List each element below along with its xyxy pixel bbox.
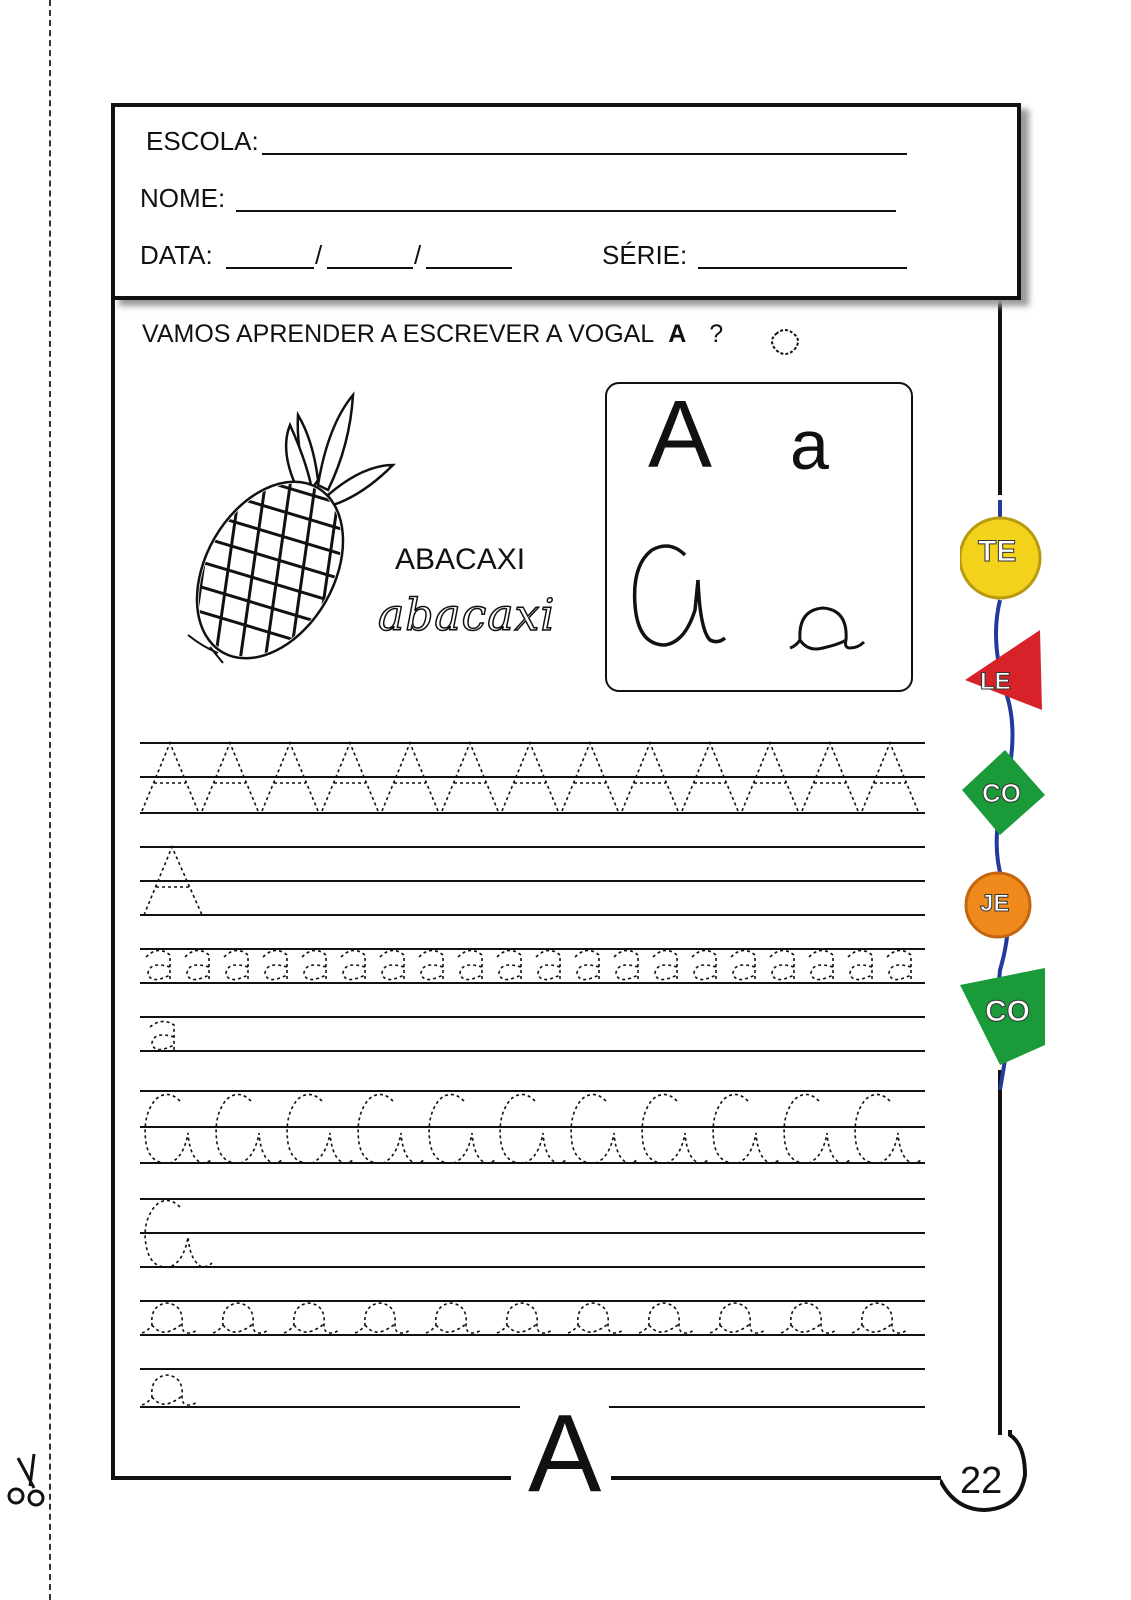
- trace-lower-a: [497, 950, 521, 981]
- trace-lower-a: [341, 950, 365, 981]
- side-tab-label: CO: [985, 995, 1030, 1028]
- trace-lower-cursive: [639, 1303, 695, 1333]
- model-upper-print: A: [648, 381, 713, 488]
- school-field[interactable]: [262, 153, 907, 155]
- trace-lower-a: [692, 950, 716, 981]
- trace-upper-cursive: [855, 1094, 922, 1163]
- instruction-text: [142, 320, 723, 349]
- trace-lower-a: [146, 950, 170, 981]
- model-lower-print: a: [790, 406, 829, 484]
- word-print: ABACAXI: [395, 543, 526, 576]
- name-field[interactable]: [236, 210, 896, 212]
- trace-lower-a: [887, 950, 911, 981]
- trace-lower-cursive: [284, 1303, 340, 1333]
- instruction-mark: ?: [709, 320, 724, 348]
- trace-lower-a: [848, 950, 872, 981]
- side-tab-label: JE: [980, 890, 1010, 917]
- trace-lower-a-model: [150, 1021, 174, 1051]
- trace-lower-a: [614, 950, 638, 981]
- trace-lower-cursive: [710, 1303, 766, 1333]
- page-number: 22: [960, 1460, 1003, 1502]
- pineapple-illustration: [178, 385, 408, 675]
- date-separator: /: [315, 240, 323, 270]
- trace-lower-a: [380, 950, 404, 981]
- trace-lower-cursive: [142, 1303, 198, 1333]
- practice-area: [140, 735, 925, 1425]
- trace-lower-a: [185, 950, 209, 981]
- trace-lower-a: [770, 950, 794, 981]
- grade-field[interactable]: [698, 267, 907, 269]
- trace-upper-cursive: [571, 1094, 638, 1163]
- grade-label: SÉRIE:: [602, 240, 688, 270]
- model-lower-cursive: [788, 600, 868, 660]
- trace-upper-cursive: [713, 1094, 780, 1163]
- trace-lower-a: [575, 950, 599, 981]
- date-day-field[interactable]: [226, 267, 314, 269]
- trace-lower-cursive: [355, 1303, 411, 1333]
- model-upper-cursive: [630, 540, 740, 660]
- scribble-icon: [770, 326, 800, 356]
- cut-line: [49, 0, 51, 1600]
- date-year-field[interactable]: [426, 267, 512, 269]
- trace-upper-cursive: [287, 1094, 354, 1163]
- date-label: DATA:: [140, 240, 213, 270]
- word-cursive: abacaxi: [378, 590, 556, 641]
- trace-lower-a: [224, 950, 248, 981]
- trace-lower-cursive: [426, 1303, 482, 1333]
- footer-letter: A: [520, 1390, 609, 1517]
- trace-lower-a: [536, 950, 560, 981]
- trace-lower-cursive: [781, 1303, 837, 1333]
- name-label: NOME:: [140, 183, 226, 213]
- trace-lower-a: [263, 950, 287, 981]
- trace-lower-a: [653, 950, 677, 981]
- trace-upper-cursive: [358, 1094, 425, 1163]
- trace-upper-cursive: [784, 1094, 851, 1163]
- trace-lower-a: [302, 950, 326, 981]
- instruction-sentence: VAMOS APRENDER A ESCREVER A VOGAL: [142, 320, 655, 348]
- date-month-field[interactable]: [327, 267, 413, 269]
- trace-lower-cursive: [568, 1303, 624, 1333]
- trace-upper-cursive: [429, 1094, 496, 1163]
- trace-lower-a: [731, 950, 755, 981]
- side-tab-label: CO: [982, 778, 1021, 808]
- instruction-letter: A: [668, 320, 687, 348]
- school-label: ESCOLA:: [146, 126, 259, 156]
- trace-lower-cursive-model: [142, 1375, 198, 1405]
- trace-upper-cursive: [216, 1094, 283, 1163]
- trace-lower-cursive: [497, 1303, 553, 1333]
- side-tab-label: LE: [980, 668, 1011, 695]
- trace-lower-a: [458, 950, 482, 981]
- side-tab-label: TE: [978, 535, 1017, 568]
- trace-upper-cursive: [642, 1094, 709, 1163]
- date-separator: /: [414, 240, 422, 270]
- trace-upper-cursive: [500, 1094, 567, 1163]
- trace-lower-cursive: [852, 1303, 908, 1333]
- trace-upper-cursive: [145, 1094, 212, 1163]
- scissors-icon: [4, 1452, 50, 1508]
- trace-lower-a: [809, 950, 833, 981]
- trace-lower-cursive: [213, 1303, 269, 1333]
- trace-lower-a: [419, 950, 443, 981]
